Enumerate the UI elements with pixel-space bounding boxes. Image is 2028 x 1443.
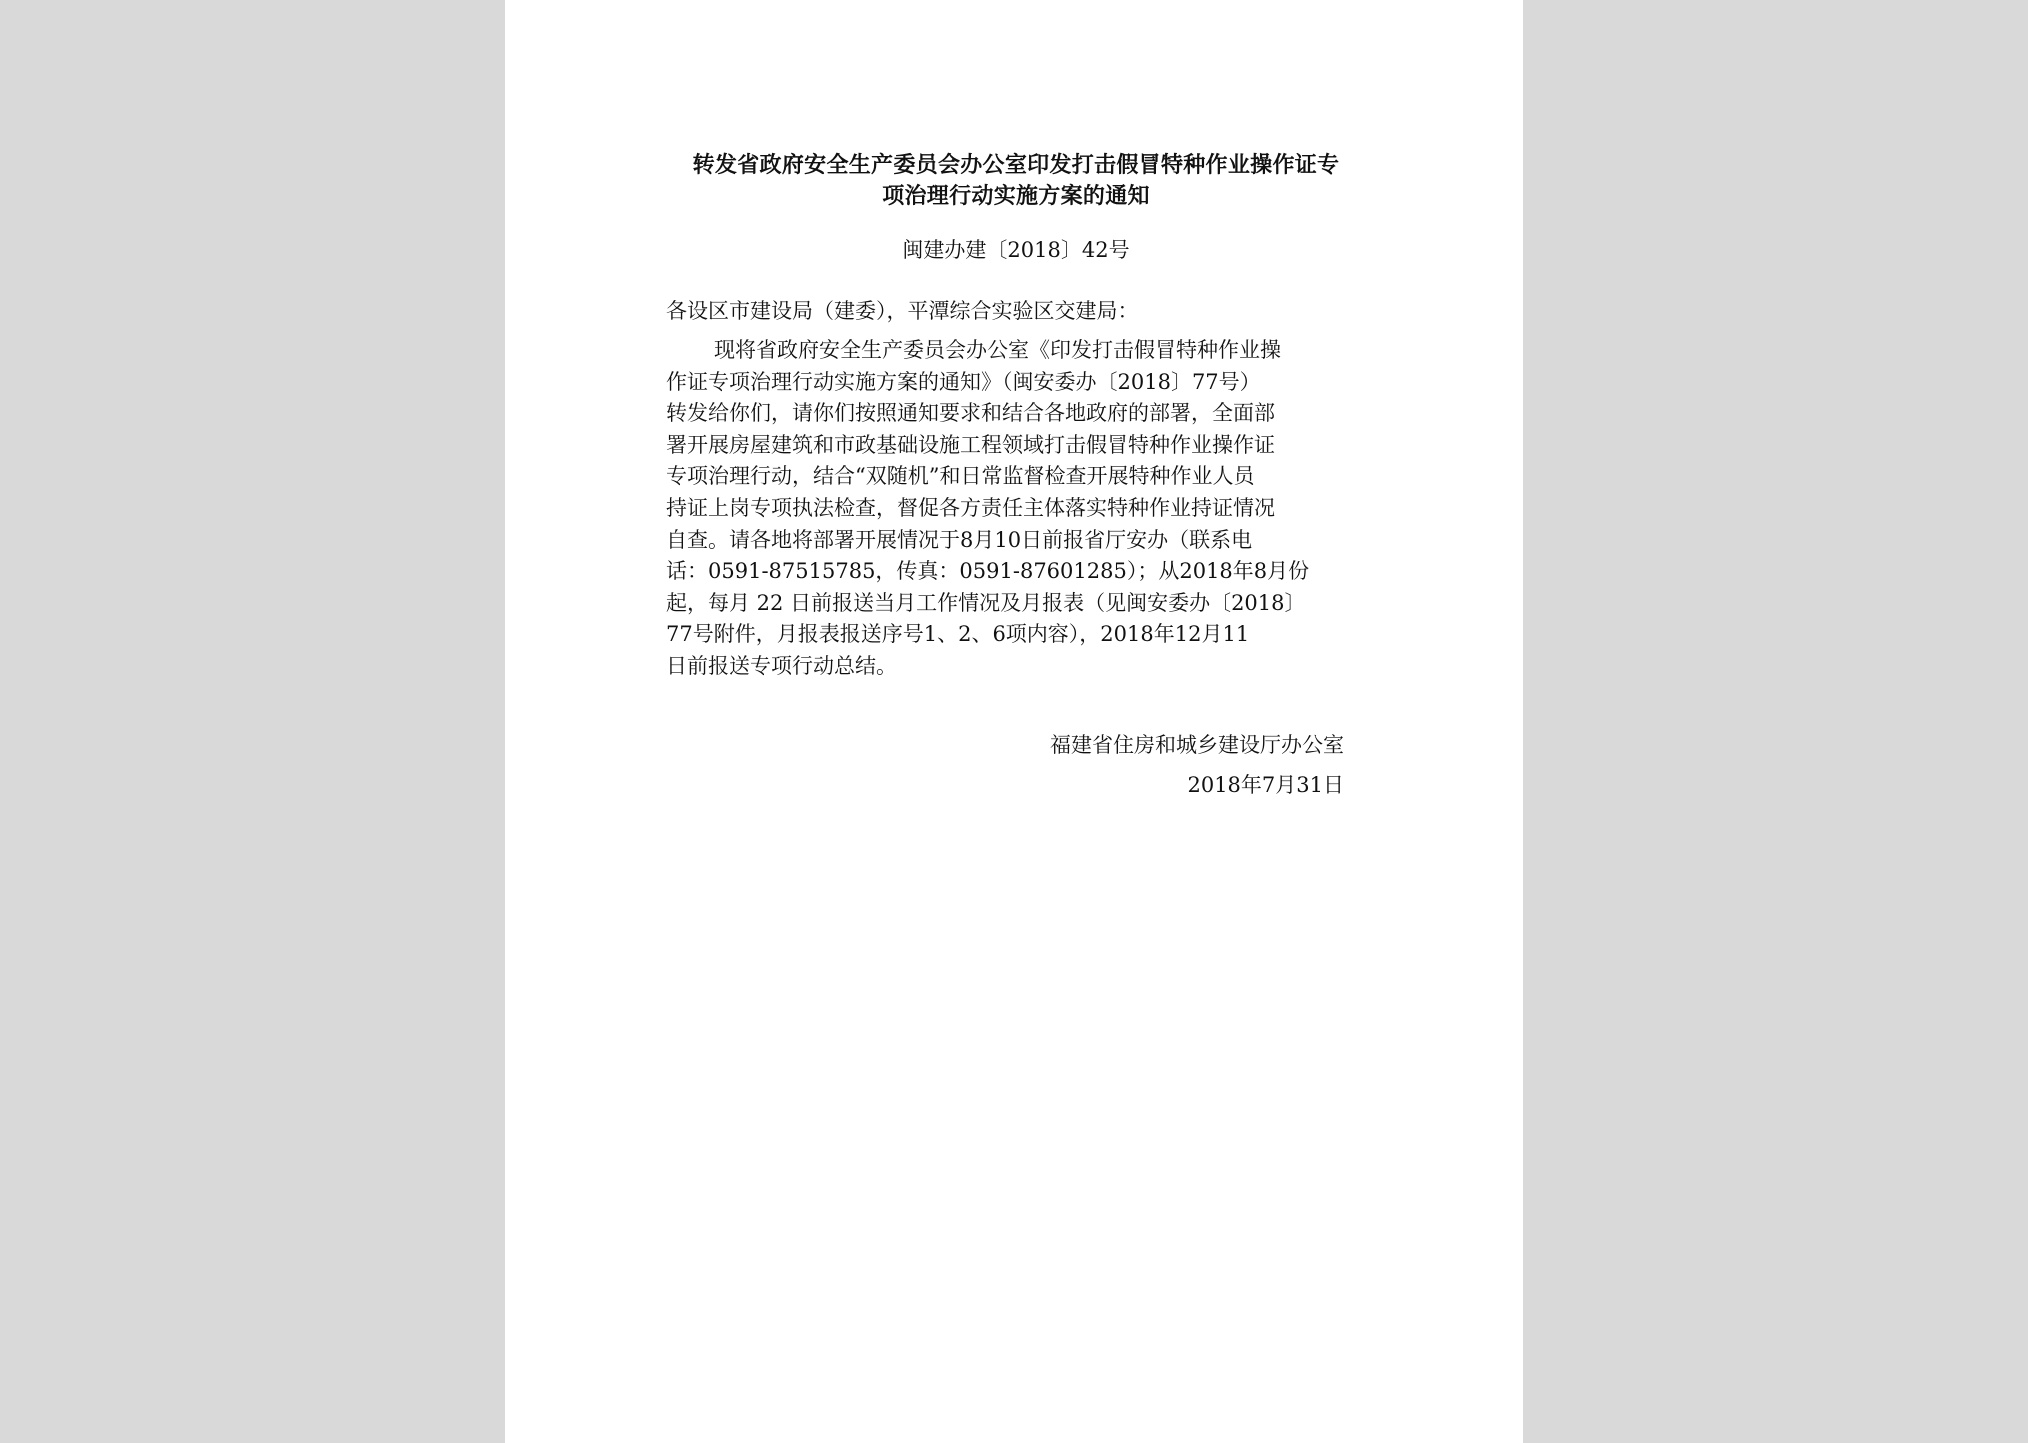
document-page xyxy=(505,0,1523,1443)
body-line: 现将省政府安全生产委员会办公室《印发打击假冒特种作业操 xyxy=(714,338,1281,362)
recipient-line: 各设区市建设局（建委），平潭综合实验区交建局： xyxy=(666,299,1139,323)
body-line: 话：0591-87515785，传真：0591-87601285）；从2018年8月份 xyxy=(666,559,1310,584)
body-line: 起，每月 22 日前报送当月工作情况及月报表（见闽安委办〔2018〕 xyxy=(666,590,1306,615)
document-content xyxy=(666,150,1366,805)
body-line: 持证上岗专项执法检查，督促各方责任主体落实特种作业持证情况 xyxy=(666,495,1275,520)
title-line: 转发省政府安全生产委员会办公室印发打击假冒特种作业操作证专 xyxy=(692,152,1340,178)
body-line: 作证专项治理行动实施方案的通知》（闽安委办〔2018〕77号） xyxy=(666,369,1261,394)
body-line: 转发给你们，请你们按照通知要求和结合各地政府的部署，全面部 xyxy=(666,401,1275,426)
body-line: 署开展房屋建筑和市政基础设施工程领域打击假冒特种作业操作证 xyxy=(666,432,1275,457)
document-title xyxy=(666,150,1366,212)
signature-organization: 福建省住房和城乡建设厅办公室 xyxy=(1050,732,1344,757)
body-line: 日前报送专项行动总结。 xyxy=(666,653,897,678)
signature-date: 2018年7月31日 xyxy=(1187,772,1344,797)
document-number: 闽建办建〔2018〕42号 xyxy=(902,238,1130,262)
document-body xyxy=(666,335,1366,683)
title-line: 项治理行动实施方案的通知 xyxy=(882,183,1150,209)
signature-block xyxy=(666,725,1366,805)
body-line: 自查。请各地将部署开展情况于8月10日前报省厅安办（联系电 xyxy=(666,527,1253,552)
body-line: 77号附件，月报表报送序号1、2、6项内容），2018年12月11 xyxy=(666,622,1250,647)
body-line: 专项治理行动，结合“双随机”和日常监督检查开展特种作业人员 xyxy=(666,464,1255,489)
